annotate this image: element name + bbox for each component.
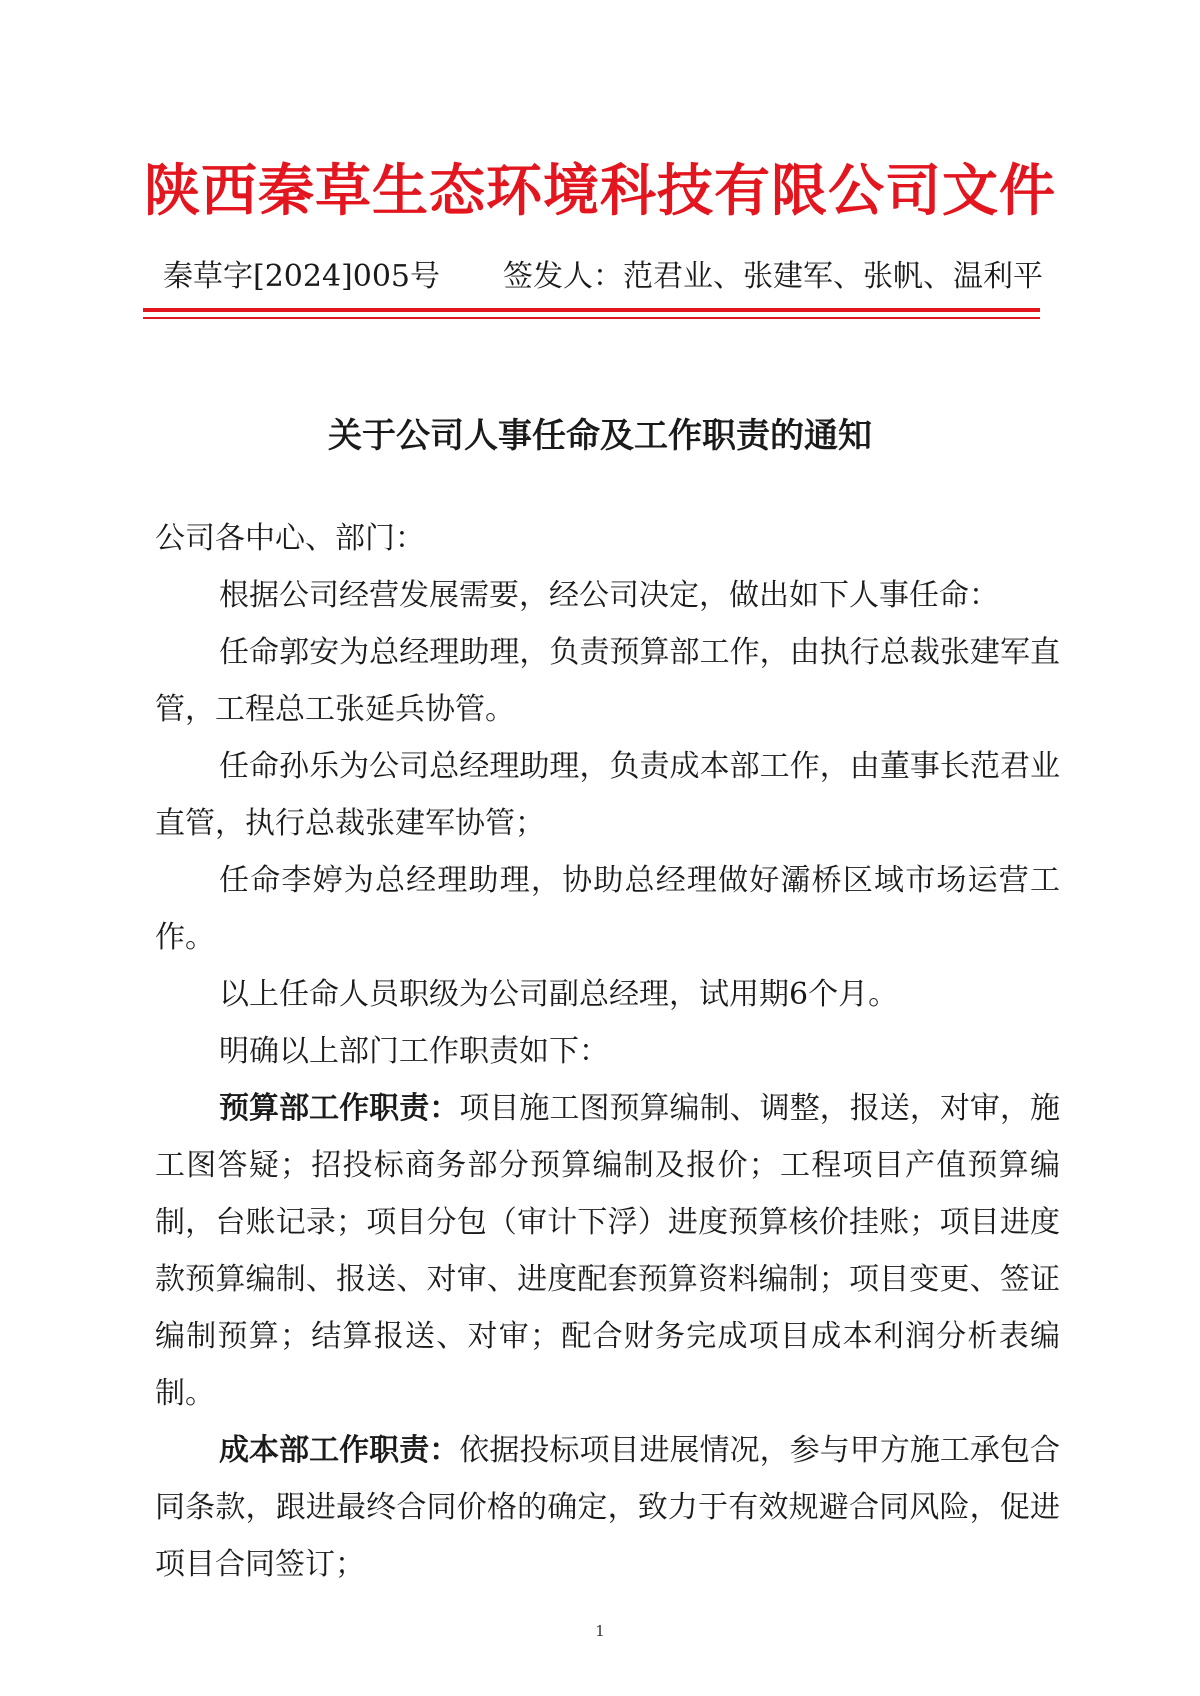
cost-dept-heading: 成本部工作职责： xyxy=(219,1433,460,1468)
header-red-rule xyxy=(143,308,1040,312)
paragraph: 任命孙乐为公司总经理助理，负责成本部工作，由董事长范君业直管，执行总裁张建军协管； xyxy=(155,749,1060,841)
paragraph: 明确以上部门工作职责如下： xyxy=(219,1034,609,1069)
salutation: 公司各中心、部门： xyxy=(155,521,425,556)
notice-title: 关于公司人事任命及工作职责的通知 xyxy=(328,416,872,456)
paragraph: 任命李婷为总经理助理，协助总经理做好灞桥区域市场运营工作。 xyxy=(155,863,1060,955)
budget-dept-text: 项目施工图预算编制、调整，报送，对审，施工图答疑；招投标商务部分预算编制及报价；工程项目产值预算编制，台账记录；项目分包（审计下浮）进度预算核价挂账；项目进度款预算编制、报送、对审、进度配套预算资料编制；项目变更、签证编制预算；结算报送、对审；配合财务完成项目成本利润分析表编制。 xyxy=(155,1091,1060,1411)
document-number-line xyxy=(163,257,1043,297)
budget-dept-duties xyxy=(155,1080,1060,1422)
page-number: 1 xyxy=(595,1622,605,1640)
cost-dept-duties xyxy=(155,1422,1060,1593)
document-body xyxy=(155,510,1060,1593)
paragraph: 根据公司经营发展需要，经公司决定，做出如下人事任命： xyxy=(219,578,999,613)
cost-dept-text: 依据投标项目进展情况，参与甲方施工承包合同条款，跟进最终合同价格的确定，致力于有效规避合同风险，促进项目合同签订； xyxy=(155,1433,1060,1582)
budget-dept-heading: 预算部工作职责： xyxy=(219,1091,460,1126)
header-red-rule-thin xyxy=(143,317,1040,319)
document-header-title: 陕西秦草生态环境科技有限公司文件 xyxy=(144,159,1056,224)
signers: 签发人：范君业、张建军、张帆、温利平 xyxy=(503,259,1043,294)
paragraph: 任命郭安为总经理助理，负责预算部工作，由执行总裁张建军直管，工程总工张延兵协管。 xyxy=(155,635,1060,727)
paragraph: 以上任命人员职级为公司副总经理，试用期6个月。 xyxy=(219,977,899,1012)
document-number: 秦草字[2024]005号 xyxy=(163,259,441,294)
